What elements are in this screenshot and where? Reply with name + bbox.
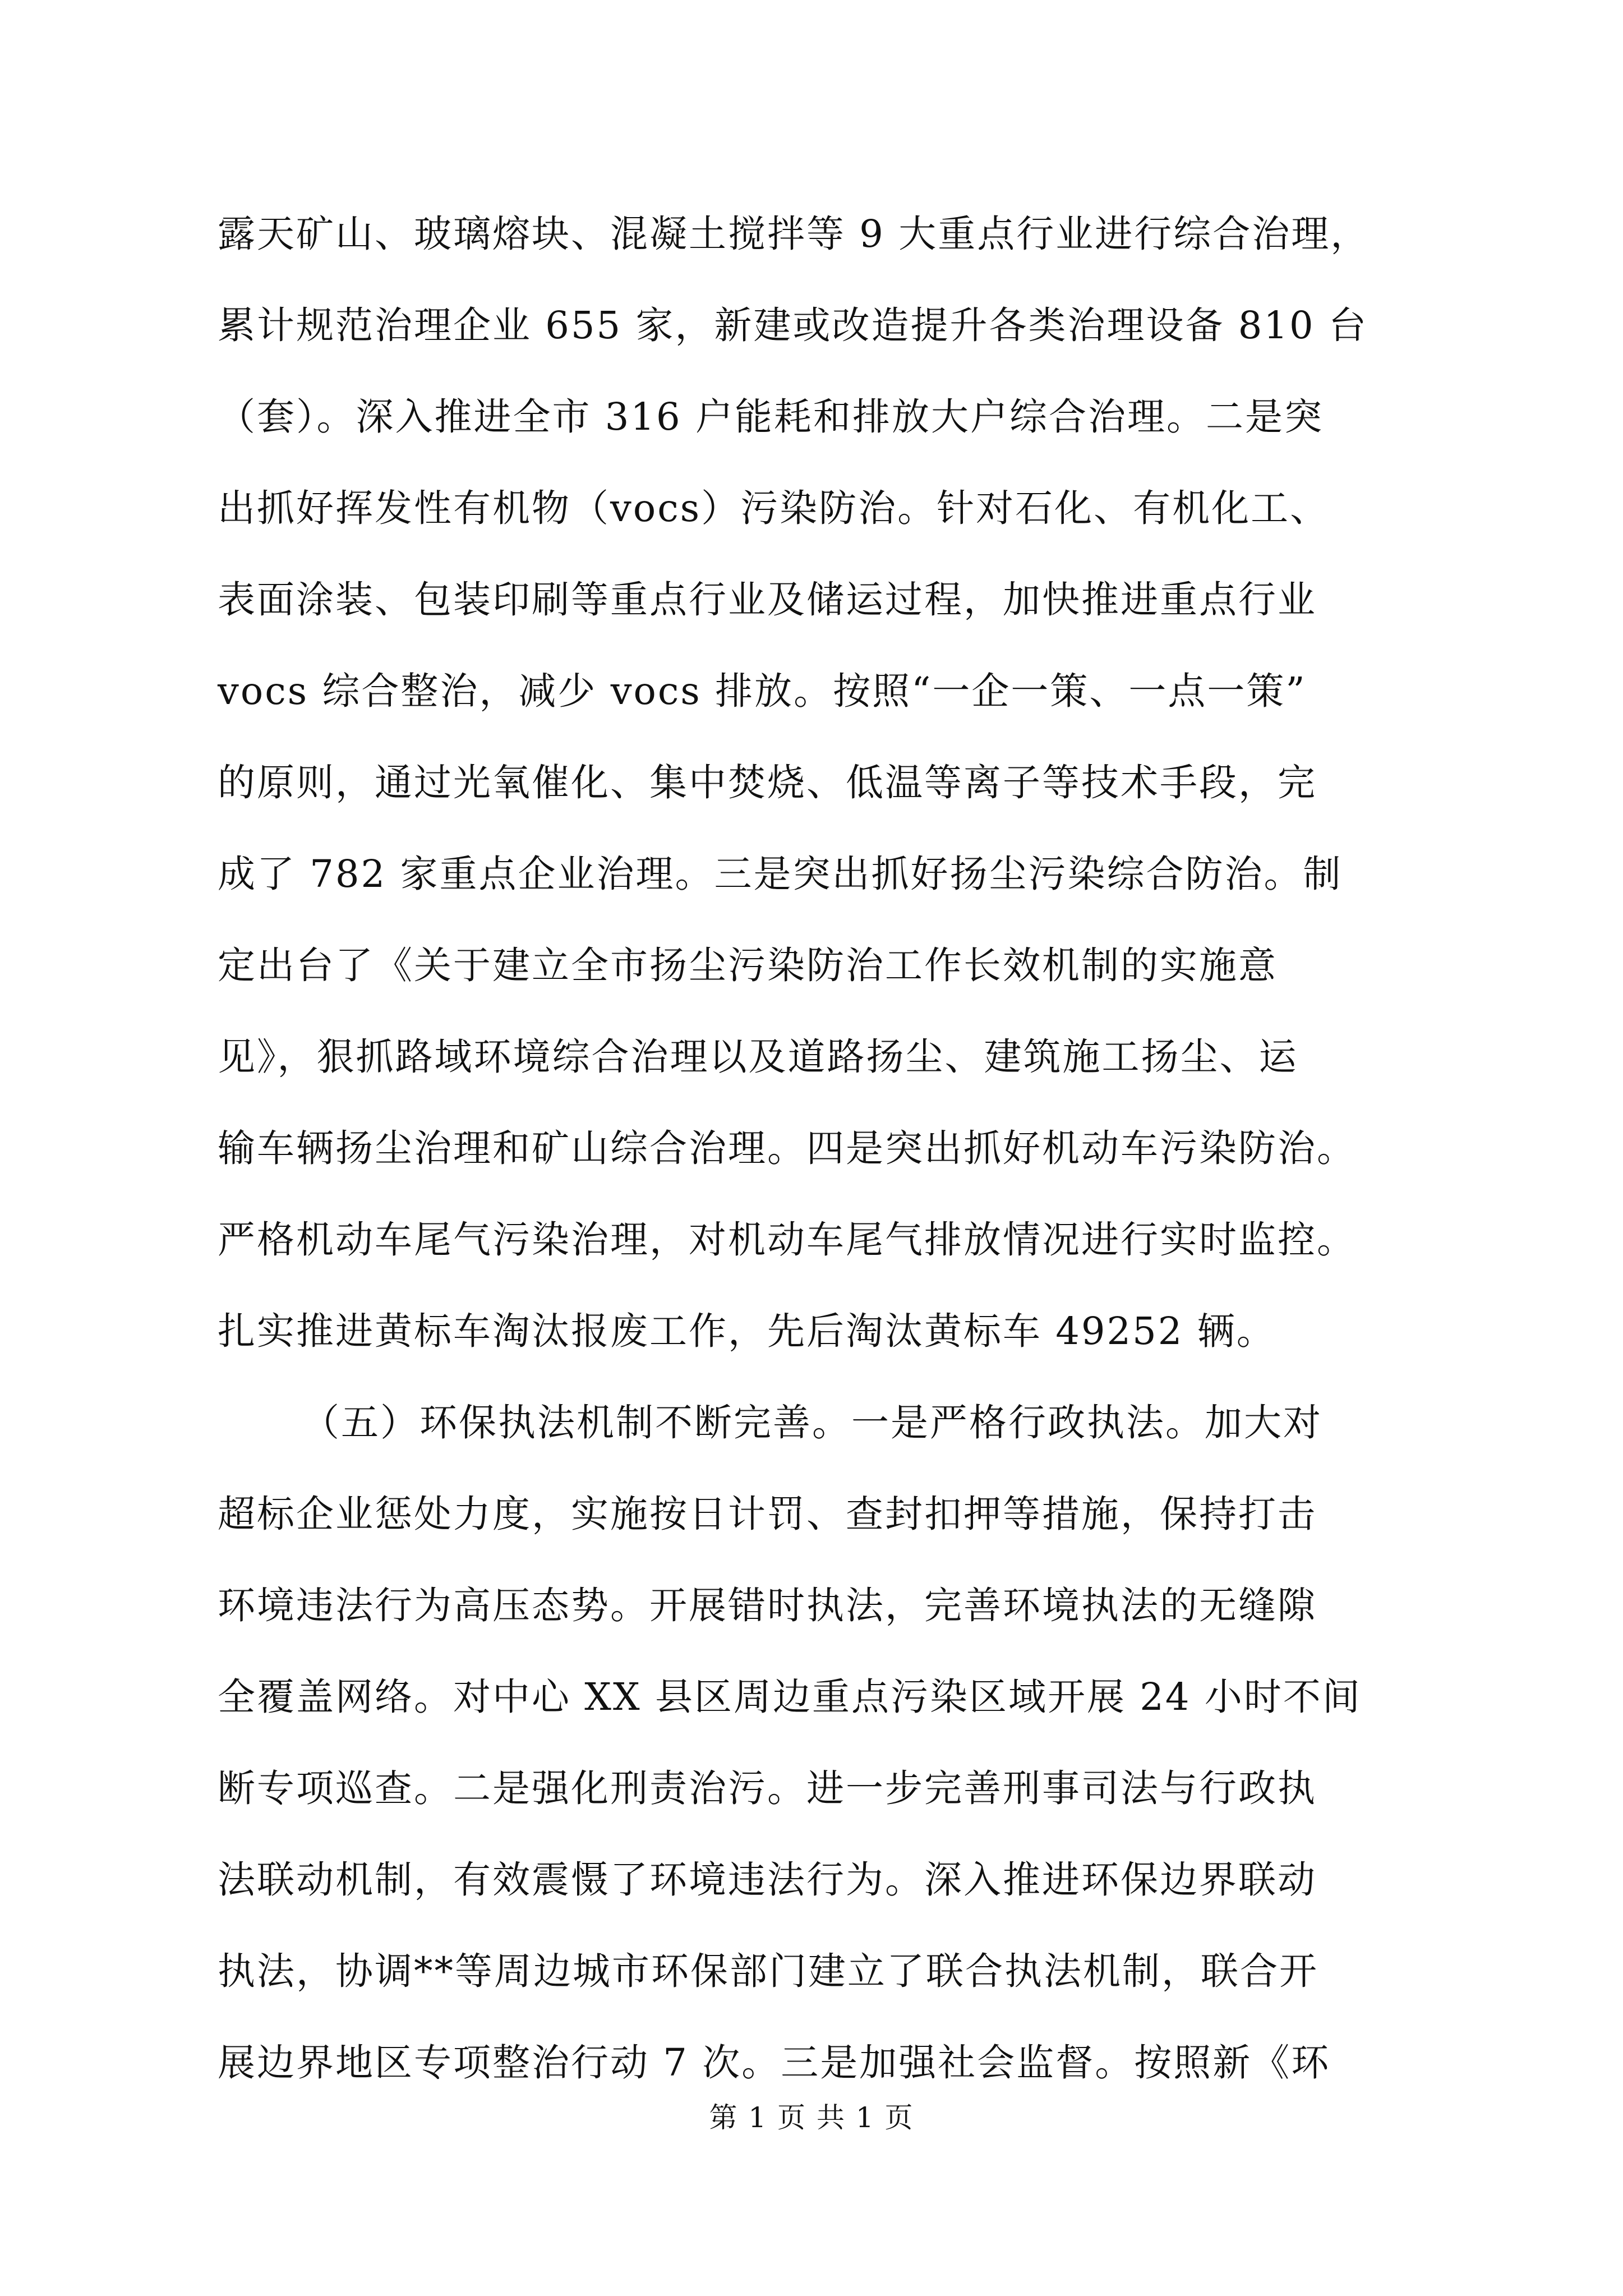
page-number-footer: 第 1 页 共 1 页	[709, 2101, 914, 2134]
text-line: 的原则，通过光氧催化、集中焚烧、低温等离子等技术手段，完	[218, 761, 1317, 804]
text-line: vocs 综合整治，减少 vocs 排放。按照“一企一策、一点一策”	[218, 669, 1307, 713]
text-line: 定出台了《关于建立全市扬尘污染防治工作长效机制的实施意	[218, 944, 1278, 987]
text-line: （套）。深入推进全市 316 户能耗和排放大户综合治理。二是突	[218, 395, 1324, 439]
text-line: 见》，狠抓路域环境综合治理以及道路扬尘、建筑施工扬尘、运	[218, 1035, 1298, 1079]
text-line: 表面涂装、包装印刷等重点行业及储运过程，加快推进重点行业	[218, 578, 1317, 622]
text-line: 严格机动车尾气污染治理，对机动车尾气排放情况进行实时监控。	[218, 1218, 1356, 1262]
text-line: 法联动机制，有效震慑了环境违法行为。深入推进环保边界联动	[218, 1858, 1317, 1902]
text-line: 累计规范治理企业 655 家，新建或改造提升各类治理设备 810 台	[218, 303, 1368, 347]
text-line: 扎实推进黄标车淘汰报废工作，先后淘汰黄标车 49252 辆。	[218, 1309, 1276, 1353]
text-line: 执法，协调**等周边城市环保部门建立了联合执法机制，联合开	[218, 1949, 1318, 1993]
text-line: 断专项巡查。二是强化刑责治污。进一步完善刑事司法与行政执	[218, 1766, 1317, 1810]
text-line: 环境违法行为高压态势。开展错时执法，完善环境执法的无缝隙	[218, 1584, 1317, 1627]
text-line: 超标企业惩处力度，实施按日计罚、查封扣押等措施，保持打击	[218, 1492, 1317, 1536]
text-line: 成了 782 家重点企业治理。三是突出抓好扬尘污染综合防治。制	[218, 852, 1343, 896]
section-heading-line: （五）环保执法机制不断完善。一是严格行政执法。加大对	[302, 1401, 1322, 1444]
text-line: 露天矿山、玻璃熔块、混凝土搅拌等 9 大重点行业进行综合治理，	[218, 212, 1370, 256]
text-line: 出抓好挥发性有机物（vocs）污染防治。针对石化、有机化工、	[218, 486, 1330, 530]
text-line: 全覆盖网络。对中心 XX 县区周边重点污染区域开展 24 小时不间	[218, 1675, 1362, 1719]
text-line: 输车辆扬尘治理和矿山综合治理。四是突出抓好机动车污染防治。	[218, 1126, 1356, 1170]
text-line: 展边界地区专项整治行动 7 次。三是加强社会监督。按照新《环	[218, 2041, 1331, 2085]
